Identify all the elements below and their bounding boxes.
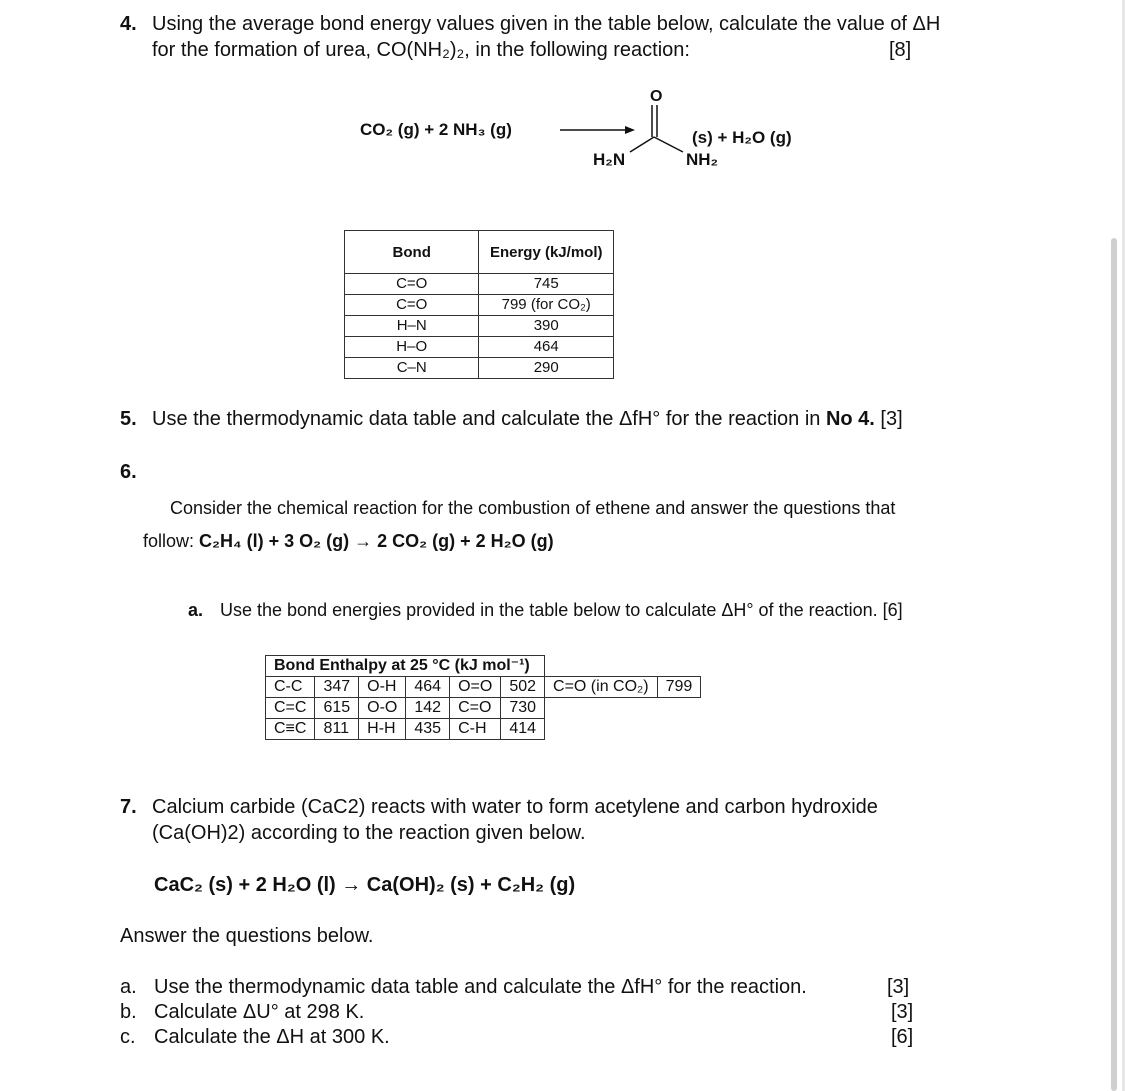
table-header-row	[345, 231, 614, 274]
cell: 799	[657, 677, 701, 698]
cell: 811	[315, 719, 359, 740]
cell: C≡C	[266, 719, 315, 740]
q7-number: 7.	[120, 796, 137, 818]
q7-part-b-text: Calculate ΔU° at 298 K.	[154, 1001, 365, 1023]
q5-text-b: No 4.	[825, 408, 875, 430]
q7-part-c-marks: [6]	[891, 1026, 914, 1048]
cell: O-H	[359, 677, 406, 698]
cell: C-H	[450, 719, 501, 740]
cell: 435	[406, 719, 450, 740]
reaction-arrow-head	[625, 126, 635, 134]
scrollbar[interactable]	[1111, 238, 1117, 1091]
table-title: Bond Enthalpy at 25 °C (kJ mol⁻¹)	[266, 656, 545, 677]
table-row	[266, 677, 701, 698]
cell: 615	[315, 698, 359, 719]
q4-number: 4.	[120, 13, 137, 35]
cell: H-H	[359, 719, 406, 740]
q6-equation: C₂H₄ (l) + 3 O₂ (g) → 2 CO₂ (g) + 2 H₂O (g)	[199, 531, 554, 551]
q6-part-a-text: Use the bond energies provided in the table below to calculate ΔH° of the reaction. [6]	[220, 600, 903, 620]
q7-part-a-text: Use the thermodynamic data table and calculate the ΔfH° for the reaction.	[154, 976, 807, 998]
cell-energy: 464	[479, 337, 614, 358]
q7-part-b-label: b.	[120, 1001, 137, 1023]
cell: 414	[501, 719, 545, 740]
cell-energy: 390	[479, 316, 614, 337]
q7-part-a-label: a.	[120, 976, 137, 998]
urea-oxygen: O	[650, 88, 663, 105]
q7-line1: Calcium carbide (CaC2) reacts with water to form acetylene and carbon hydroxide	[152, 796, 878, 818]
cell: 142	[406, 698, 450, 719]
cell-bond: H–O	[345, 337, 479, 358]
table-row	[345, 295, 614, 316]
q4-marks: [8]	[889, 39, 912, 61]
cell-energy: 290	[479, 358, 614, 379]
q7-part-c-label: c.	[120, 1026, 136, 1048]
q7-part-b-marks: [3]	[891, 1001, 914, 1023]
cell: C-C	[266, 677, 315, 698]
cell-bond: C=O	[345, 274, 479, 295]
table-title-row	[266, 656, 701, 677]
header-bond: Bond	[345, 231, 479, 274]
cell: 347	[315, 677, 359, 698]
q4-line2: for the formation of urea, CO(NH₂)₂, in the following reaction:	[152, 39, 690, 61]
urea-h2n: H₂N	[593, 150, 626, 169]
cell: C=O (in CO₂)	[545, 677, 658, 698]
q6-part-a-label: a.	[188, 600, 204, 620]
q5-text	[152, 406, 903, 432]
cell-energy: 745	[479, 274, 614, 295]
cn-bond-left	[630, 137, 654, 152]
table-row	[345, 274, 614, 295]
q5-marks: [3]	[880, 408, 903, 430]
cell-bond: C=O	[345, 295, 479, 316]
q7-part-c-text: Calculate the ΔH at 300 K.	[154, 1026, 390, 1048]
cell: C=C	[266, 698, 315, 719]
cell: O=O	[450, 677, 501, 698]
table-row	[345, 316, 614, 337]
q4-line1: Using the average bond energy values given in the table below, calculate the value of ΔH	[152, 13, 941, 35]
table-row	[345, 337, 614, 358]
q7-line2: (Ca(OH)2) according to the reaction given below.	[152, 822, 586, 844]
table-row	[266, 719, 701, 740]
bond-energy-table	[344, 230, 614, 379]
q7-part-a-marks: [3]	[887, 976, 910, 998]
q6-number: 6.	[120, 461, 137, 483]
cn-bond-right	[654, 137, 683, 152]
q4-reactants: CO₂ (g) + 2 NH₃ (g)	[360, 120, 512, 139]
q4-products: (s) + H₂O (g)	[692, 128, 792, 147]
urea-nh2: NH₂	[686, 150, 719, 169]
q6-line1: Consider the chemical reaction for the combustion of ethene and answer the questions that	[170, 498, 896, 518]
cell-energy: 799 (for CO₂)	[479, 295, 614, 316]
q5-text-a: Use the thermodynamic data table and calculate the ΔfH° for the reaction in	[152, 408, 826, 430]
cell-bond: C–N	[345, 358, 479, 379]
bond-enthalpy-table	[265, 655, 701, 740]
cell: C=O	[450, 698, 501, 719]
cell: O-O	[359, 698, 406, 719]
table-row	[345, 358, 614, 379]
cell: 730	[501, 698, 545, 719]
table-row	[266, 698, 701, 719]
q7-equation: CaC₂ (s) + 2 H₂O (l) → Ca(OH)₂ (s) + C₂H₂ (g)	[154, 874, 576, 896]
cell: 464	[406, 677, 450, 698]
q6-line2	[143, 529, 554, 553]
q5-number: 5.	[120, 408, 137, 430]
cell-bond: H–N	[345, 316, 479, 337]
header-energy: Energy (kJ/mol)	[479, 231, 614, 274]
q7-answer-prompt: Answer the questions below.	[120, 925, 374, 947]
cell: 502	[501, 677, 545, 698]
q6-follow: follow:	[143, 531, 200, 551]
